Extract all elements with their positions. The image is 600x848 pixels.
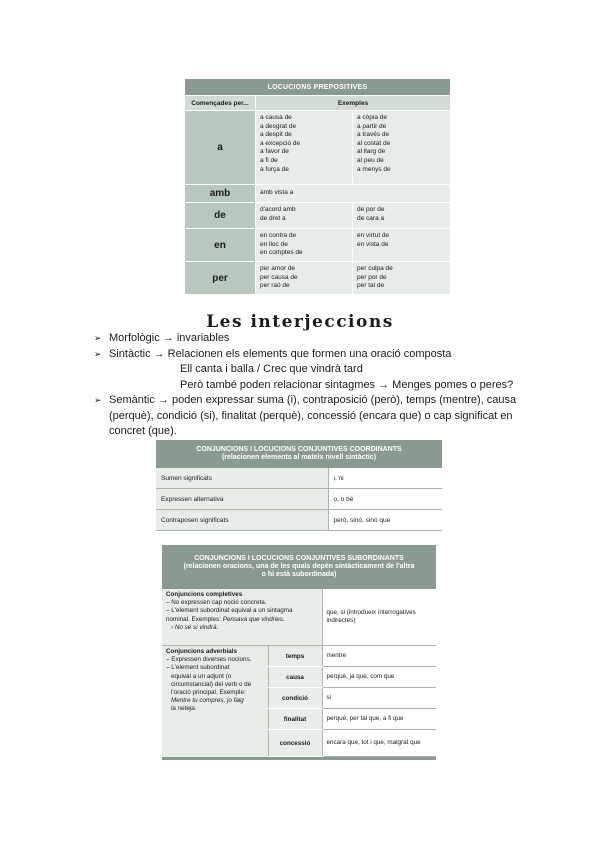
completives-examples: que, si (introdueix interrogatives indirectes) xyxy=(322,589,436,646)
examples-cell: en contra de en lloc de en comptes de xyxy=(256,229,353,262)
examples-cell: d'acord amb de dret a xyxy=(256,203,353,229)
section-heading: Les interjeccions xyxy=(206,312,394,332)
subordinating-conjunctions-table xyxy=(162,545,436,760)
table-row: Sumen significats i, ni xyxy=(156,468,442,489)
list-item: ➢ Semàntic → poden expressar suma (i), contraposició (però), temps (mentre), causa (perquè), condició (si), finalitat (perquè), concessió (encara que) o cap significat en concret (que). xyxy=(94,393,534,440)
column-header: Començades per... xyxy=(185,96,256,111)
row-key: a xyxy=(185,111,256,185)
adverbials-description: Conjuncions adverbials – Expressen diverses nocions. – L'element subordinat equival a un adjunt (o circumstancial) del verb o de l'oració principal. Exemple: Mentre tu compres, jo faig la neteja. xyxy=(162,646,268,757)
arrow-bullet-icon: ➢ xyxy=(94,348,102,359)
completives-description: Conjuncions completives – No expressen cap noció concreta. – L'element subordinat equival a un sintagma nominal. Exemples: Pensava que vindries. › No sé si vindrà. xyxy=(162,589,322,646)
examples-cell: en virtut de en vista de xyxy=(353,229,451,262)
table-bottom-rule xyxy=(162,757,436,761)
row-key: amb xyxy=(185,185,256,203)
coordinating-conjunctions-table xyxy=(156,440,442,531)
example-line: Ell canta i balla / Crec que vindrà tard xyxy=(180,363,363,375)
table-row: concessió encara que, tot i que, malgrat que xyxy=(162,730,436,757)
prepositive-locutions-table xyxy=(184,78,451,295)
examples-cell: per amor de per causa de per raó de xyxy=(256,262,353,295)
table-row xyxy=(162,589,436,646)
example-line: Però també poden relacionar sintagmes → Menges pomes o peres? xyxy=(180,378,514,391)
arrow-bullet-icon: ➢ xyxy=(94,333,102,343)
table-row: condició si xyxy=(162,688,436,709)
table-title: LOCUCIONS PREPOSITIVES xyxy=(185,79,451,96)
row-key: de xyxy=(185,203,256,229)
table-row: finalitat perquè, per tal que, a fi que xyxy=(162,709,436,730)
examples-cell: a còpia de a partir de a través de al costat de al llarg de al peu de a menys de xyxy=(353,111,451,185)
table-row: causa perquè, ja que, com que xyxy=(162,667,436,688)
table-title: CONJUNCIONS I LOCUCIONS CONJUNTIVES COORDINANTS (relacionen elements al mateix nivell sintàctic) xyxy=(156,440,442,468)
arrow-bullet-icon: ➢ xyxy=(94,395,102,405)
bullet-list xyxy=(94,331,534,440)
examples-cell: a causa de a desgrat de a despit de a excepció de a favor de a fi de a força de xyxy=(256,111,353,185)
table-row: Conjuncions adverbials – Expressen diverses nocions. – L'element subordinat equival a un adjunt (o circumstancial) del verb o de l'oració principal. Exemple: Mentre tu compres, jo faig la neteja. temps mentre xyxy=(162,646,436,667)
list-item: ➢ Morfològic → invariables xyxy=(94,331,534,347)
list-item: ➢ Sintàctic → Relacionen els elements que formen una oració composta xyxy=(94,347,534,363)
table-row: Expressen alternativa o, o bé xyxy=(156,489,442,510)
row-key: en xyxy=(185,229,256,262)
row-key: per xyxy=(185,262,256,295)
table-row: Contraposen significats però, sinó, sinó que xyxy=(156,510,442,531)
examples-cell: amb vista a xyxy=(256,185,451,203)
column-header: Exemples xyxy=(256,96,451,111)
examples-cell: de por de de cara a xyxy=(353,203,451,229)
table-title: CONJUNCIONS I LOCUCIONS CONJUNTIVES SUBORDINANTS (relacionen oracions, una de les quals depèn sintàcticament de l'altra o hi està subordinada) xyxy=(162,545,436,589)
examples-cell: per culpa de per por de per tal de xyxy=(353,262,451,295)
